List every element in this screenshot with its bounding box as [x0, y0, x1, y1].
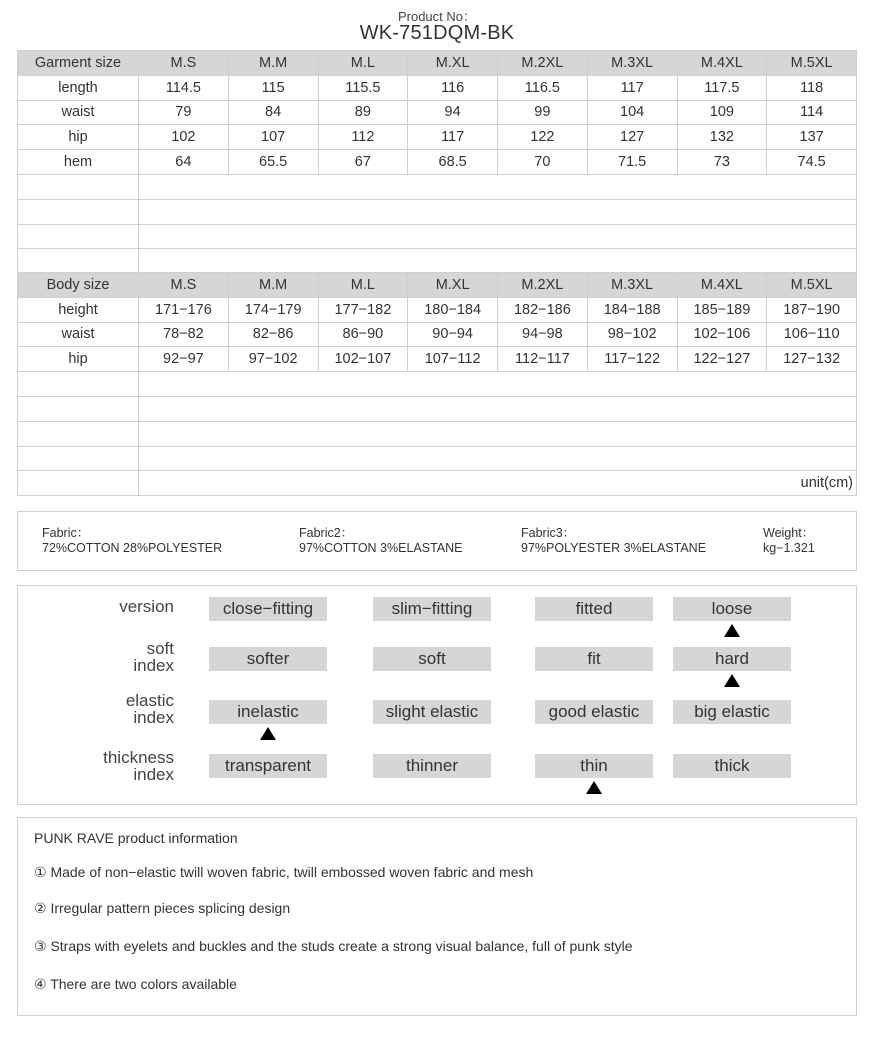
row-label: hip [18, 125, 139, 150]
body-size-table [17, 272, 857, 496]
table-row [18, 322, 857, 347]
index-option: big elastic [673, 700, 791, 724]
empty-row [18, 396, 857, 421]
table-cell: 94−98 [498, 322, 588, 347]
table-header-label: Garment size [18, 51, 139, 76]
size-header-cell: M.4XL [677, 273, 767, 298]
selected-marker-icon [724, 674, 740, 687]
table-cell: 112−117 [498, 347, 588, 372]
fabric-label: Fabric： [42, 526, 90, 540]
empty-row [18, 446, 857, 471]
table-cell: 107 [228, 125, 318, 150]
table-header-row [18, 273, 857, 298]
empty-label-cell [18, 199, 139, 224]
index-option: thin [535, 754, 653, 778]
index-option: good elastic [535, 700, 653, 724]
size-header-cell: M.2XL [498, 273, 588, 298]
empty-cell [139, 249, 857, 274]
fabric-info-box [17, 511, 857, 571]
table-cell: 109 [677, 100, 767, 125]
table-cell: 117 [587, 75, 677, 100]
table-cell: 67 [318, 150, 408, 175]
table-cell: 182−186 [498, 297, 588, 322]
table-cell: 98−102 [587, 322, 677, 347]
table-cell: 117−122 [587, 347, 677, 372]
fabric-label: Weight： [763, 526, 815, 540]
index-label: index [133, 708, 174, 727]
table-cell: 174−179 [228, 297, 318, 322]
product-info-box [17, 817, 857, 1016]
table-cell: 118 [767, 75, 857, 100]
table-cell: 102−106 [677, 322, 767, 347]
index-option: fit [535, 647, 653, 671]
empty-cell [139, 174, 857, 199]
row-label: hip [18, 347, 139, 372]
fabric-item [299, 526, 462, 556]
table-cell: 65.5 [228, 150, 318, 175]
index-option: slim−fitting [373, 597, 491, 621]
table-cell: 180−184 [408, 297, 498, 322]
empty-cell [139, 199, 857, 224]
index-label: version [119, 597, 174, 616]
empty-label-cell [18, 249, 139, 274]
index-option: soft [373, 647, 491, 671]
table-cell: 187−190 [767, 297, 857, 322]
empty-row [18, 199, 857, 224]
garment-size-table [17, 50, 857, 274]
fabric-label: Fabric2： [299, 526, 354, 540]
table-header-label: Body size [18, 273, 139, 298]
fabric-value: 97%POLYESTER 3%ELASTANE [521, 541, 707, 555]
index-option: inelastic [209, 700, 327, 724]
empty-cell [139, 421, 857, 446]
table-row [18, 150, 857, 175]
empty-row [18, 421, 857, 446]
table-cell: 114 [767, 100, 857, 125]
table-cell: 127−132 [767, 347, 857, 372]
table-cell: 171−176 [139, 297, 229, 322]
size-header-cell: M.XL [408, 273, 498, 298]
table-cell: 106−110 [767, 322, 857, 347]
table-row [18, 347, 857, 372]
selected-marker-icon [724, 624, 740, 637]
empty-label-cell [18, 224, 139, 249]
info-item: ① Made of non−elastic twill woven fabric, twill embossed woven fabric and mesh [34, 864, 534, 880]
fit-index-box [17, 585, 857, 805]
size-header-cell: M.XL [408, 51, 498, 76]
row-label: waist [18, 100, 139, 125]
table-cell: 115 [228, 75, 318, 100]
size-header-cell: M.2XL [498, 51, 588, 76]
product-no-label: Product No： [397, 9, 477, 24]
fabric-value: 72%COTTON 28%POLYESTER [42, 541, 223, 555]
size-header-cell: M.M [228, 51, 318, 76]
table-row [18, 297, 857, 322]
table-cell: 90−94 [408, 322, 498, 347]
index-option: thinner [373, 754, 491, 778]
table-cell: 79 [139, 100, 229, 125]
table-cell: 117 [408, 125, 498, 150]
info-title: PUNK RAVE product information [34, 830, 238, 846]
table-row [18, 100, 857, 125]
table-cell: 112 [318, 125, 408, 150]
table-header-row [18, 51, 857, 76]
table-cell: 185−189 [677, 297, 767, 322]
index-option: close−fitting [209, 597, 327, 621]
index-option: loose [673, 597, 791, 621]
fabric-label: Fabric3： [521, 526, 576, 540]
size-header-cell: M.4XL [677, 51, 767, 76]
table-cell: 116.5 [498, 75, 588, 100]
unit-row [18, 471, 857, 496]
size-header-cell: M.5XL [767, 51, 857, 76]
table-cell: 116 [408, 75, 498, 100]
table-cell: 102−107 [318, 347, 408, 372]
empty-label-cell [18, 174, 139, 199]
empty-label-cell [18, 396, 139, 421]
table-cell: 99 [498, 100, 588, 125]
fabric-item [521, 526, 706, 556]
empty-row [18, 174, 857, 199]
row-label: height [18, 297, 139, 322]
table-cell: 132 [677, 125, 767, 150]
index-label: elastic [125, 691, 174, 710]
table-cell: 82−86 [228, 322, 318, 347]
size-header-cell: M.5XL [767, 273, 857, 298]
empty-cell [139, 446, 857, 471]
empty-label-cell [18, 446, 139, 471]
table-cell: 94 [408, 100, 498, 125]
empty-row [18, 249, 857, 274]
table-cell: 107−112 [408, 347, 498, 372]
row-label: hem [18, 150, 139, 175]
size-header-cell: M.M [228, 273, 318, 298]
size-header-cell: M.L [318, 273, 408, 298]
table-cell: 89 [318, 100, 408, 125]
table-cell: 122−127 [677, 347, 767, 372]
table-cell: 114.5 [139, 75, 229, 100]
table-cell: 68.5 [408, 150, 498, 175]
table-cell: 71.5 [587, 150, 677, 175]
index-option: softer [209, 647, 327, 671]
table-cell: 122 [498, 125, 588, 150]
table-cell: 70 [498, 150, 588, 175]
row-label: waist [18, 322, 139, 347]
index-label: index [133, 656, 174, 675]
size-header-cell: M.3XL [587, 51, 677, 76]
unit-label: unit(cm) [139, 471, 857, 496]
info-item: ② Irregular pattern pieces splicing design [34, 900, 291, 916]
info-item: ③ Straps with eyelets and buckles and the studs create a strong visual balance, full of punk style [34, 938, 633, 954]
table-cell: 184−188 [587, 297, 677, 322]
selected-marker-icon [260, 727, 276, 740]
fabric-item [42, 526, 222, 556]
index-option: fitted [535, 597, 653, 621]
empty-row [18, 224, 857, 249]
size-header-cell: M.3XL [587, 273, 677, 298]
table-cell: 117.5 [677, 75, 767, 100]
table-cell: 104 [587, 100, 677, 125]
row-label: length [18, 75, 139, 100]
size-header-cell: M.S [139, 51, 229, 76]
empty-label-cell [18, 372, 139, 397]
index-label: soft [146, 639, 174, 658]
size-header-cell: M.L [318, 51, 408, 76]
size-header-cell: M.S [139, 273, 229, 298]
empty-cell [139, 224, 857, 249]
selected-marker-icon [586, 781, 602, 794]
index-option: thick [673, 754, 791, 778]
index-option: transparent [209, 754, 327, 778]
empty-cell [139, 372, 857, 397]
table-cell: 127 [587, 125, 677, 150]
table-cell: 137 [767, 125, 857, 150]
index-option: slight elastic [373, 700, 491, 724]
table-cell: 86−90 [318, 322, 408, 347]
table-row [18, 75, 857, 100]
index-option: hard [673, 647, 791, 671]
table-cell: 115.5 [318, 75, 408, 100]
table-cell: 92−97 [139, 347, 229, 372]
fabric-value: 97%COTTON 3%ELASTANE [299, 541, 463, 555]
empty-label-cell [18, 471, 139, 496]
table-cell: 97−102 [228, 347, 318, 372]
index-label: thickness [103, 748, 174, 767]
table-cell: 74.5 [767, 150, 857, 175]
table-cell: 84 [228, 100, 318, 125]
table-cell: 177−182 [318, 297, 408, 322]
table-cell: 102 [139, 125, 229, 150]
table-row [18, 125, 857, 150]
product-no: WK-751DQM-BK [359, 22, 515, 44]
table-cell: 73 [677, 150, 767, 175]
table-cell: 78−82 [139, 322, 229, 347]
info-item: ④ There are two colors available [34, 976, 237, 992]
empty-cell [139, 396, 857, 421]
fabric-item [763, 526, 815, 556]
index-label: index [133, 765, 174, 784]
table-cell: 64 [139, 150, 229, 175]
empty-row [18, 372, 857, 397]
fabric-value: kg−1.321 [763, 541, 815, 555]
empty-label-cell [18, 421, 139, 446]
